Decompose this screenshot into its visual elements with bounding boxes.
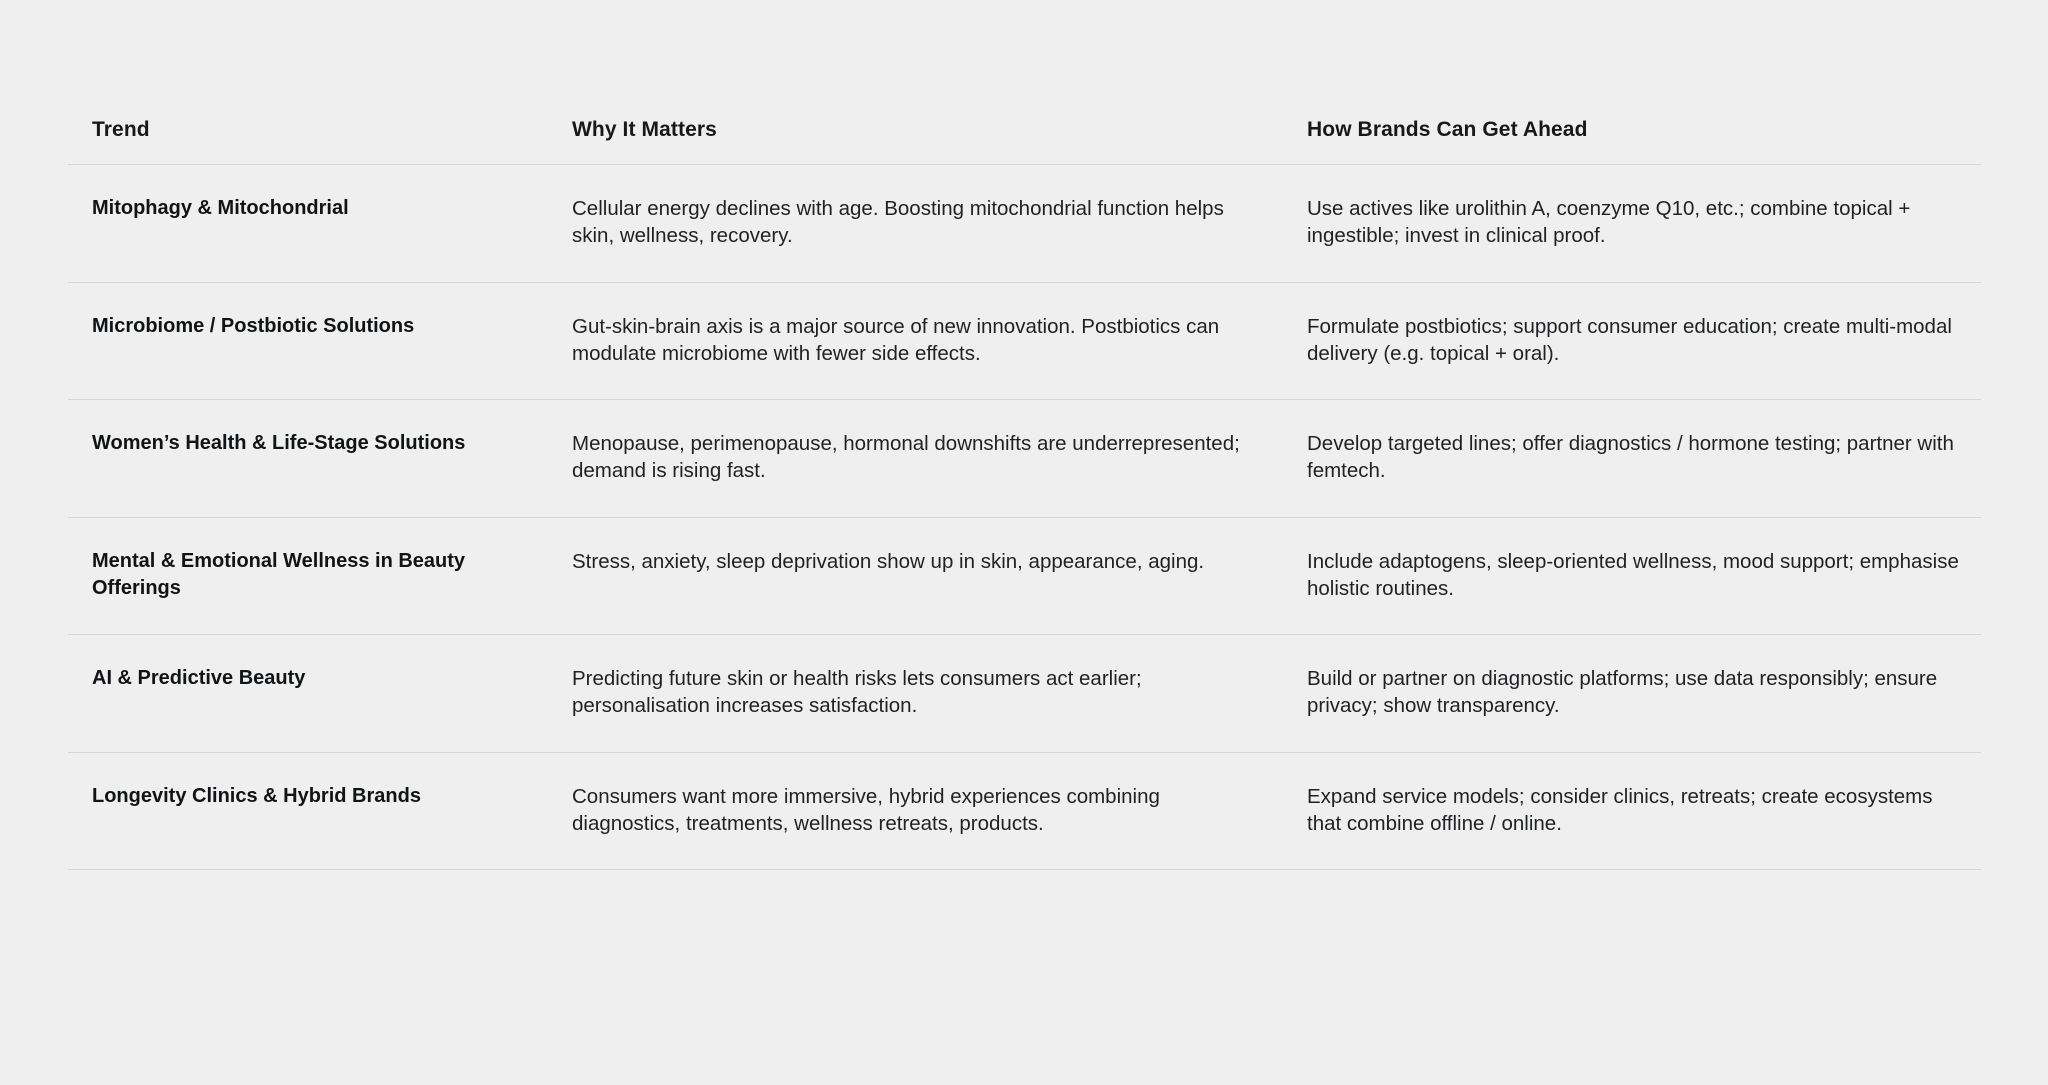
column-header-how-brands-can-get-ahead: How Brands Can Get Ahead <box>1305 118 1981 165</box>
cell-trend: Longevity Clinics & Hybrid Brands <box>68 752 570 870</box>
cell-trend: Women’s Health & Life-Stage Solutions <box>68 400 570 518</box>
cell-trend: Microbiome / Postbiotic Solutions <box>68 282 570 400</box>
column-header-why-it-matters: Why It Matters <box>570 118 1305 165</box>
cell-trend: Mitophagy & Mitochondrial <box>68 165 570 283</box>
table-header <box>68 118 1981 165</box>
cell-why: Stress, anxiety, sleep deprivation show up in skin, appearance, aging. <box>570 517 1305 635</box>
column-header-trend: Trend <box>68 118 570 165</box>
cell-why: Cellular energy declines with age. Boosting mitochondrial function helps skin, wellness, recovery. <box>570 165 1305 283</box>
table-row <box>68 517 1981 635</box>
cell-trend: AI & Predictive Beauty <box>68 635 570 753</box>
table-row <box>68 635 1981 753</box>
cell-how: Use actives like urolithin A, coenzyme Q10, etc.; combine topical + ingestible; invest in clinical proof. <box>1305 165 1981 283</box>
table-row <box>68 400 1981 518</box>
table-row <box>68 282 1981 400</box>
cell-why: Menopause, perimenopause, hormonal downshifts are underrepresented; demand is rising fast. <box>570 400 1305 518</box>
cell-how: Include adaptogens, sleep-oriented wellness, mood support; emphasise holistic routines. <box>1305 517 1981 635</box>
table-row <box>68 165 1981 283</box>
table-body <box>68 165 1981 870</box>
cell-why: Gut-skin-brain axis is a major source of new innovation. Postbiotics can modulate microbiome with fewer side effects. <box>570 282 1305 400</box>
cell-why: Consumers want more immersive, hybrid experiences combining diagnostics, treatments, wellness retreats, products. <box>570 752 1305 870</box>
cell-why: Predicting future skin or health risks lets consumers act earlier; personalisation increases satisfaction. <box>570 635 1305 753</box>
cell-how: Expand service models; consider clinics, retreats; create ecosystems that combine offline / online. <box>1305 752 1981 870</box>
trends-table <box>68 118 1981 870</box>
cell-trend: Mental & Emotional Wellness in Beauty Offerings <box>68 517 570 635</box>
table-header-row <box>68 118 1981 165</box>
cell-how: Develop targeted lines; offer diagnostics / hormone testing; partner with femtech. <box>1305 400 1981 518</box>
table-row <box>68 752 1981 870</box>
cell-how: Formulate postbiotics; support consumer education; create multi-modal delivery (e.g. topical + oral). <box>1305 282 1981 400</box>
cell-how: Build or partner on diagnostic platforms; use data responsibly; ensure privacy; show transparency. <box>1305 635 1981 753</box>
